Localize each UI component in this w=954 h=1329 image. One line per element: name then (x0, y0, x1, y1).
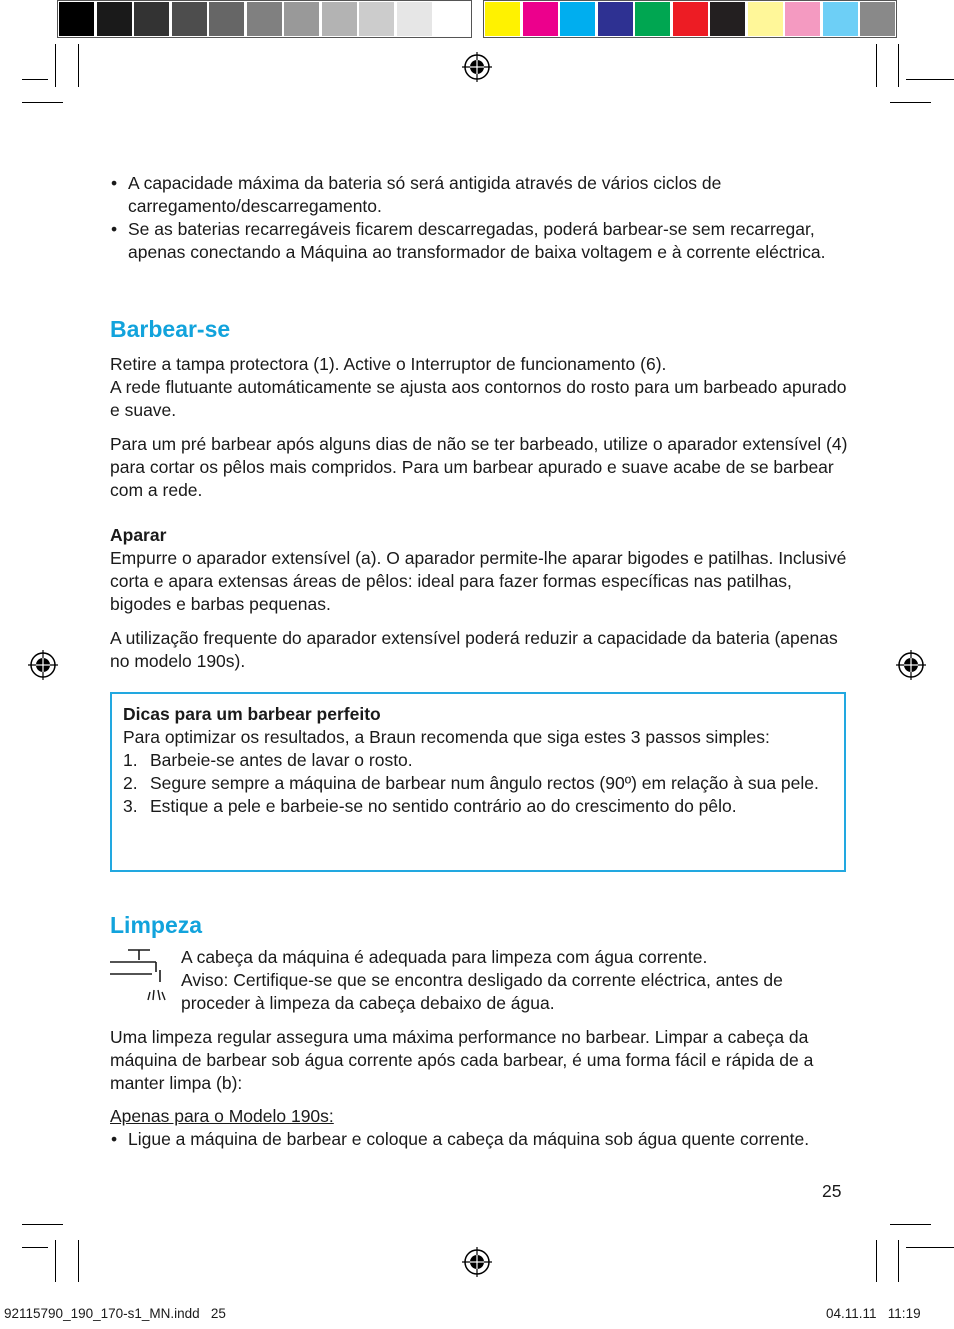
step-text: Barbeie-se antes de lavar o rosto. (150, 750, 413, 770)
list-item (123, 772, 833, 795)
cleaning-bullet-list (110, 1128, 850, 1151)
color-bar-frame (483, 0, 897, 38)
registration-mark-icon (896, 650, 926, 680)
crop-mark (55, 1240, 56, 1282)
shaving-paragraph-2: Para um pré barbear após alguns dias de não se ter barbeado, utilize o aparador extensível (4) para cortar os pêlos mais compridos. Para um barbear apurado e suave acabe de se barbear com a rede. (110, 434, 848, 500)
list-item (123, 795, 833, 818)
crop-mark (890, 1224, 931, 1225)
registration-mark-icon (462, 52, 492, 82)
cleaning-icon-text (181, 946, 841, 1015)
page-number: 25 (822, 1181, 842, 1201)
trim-title: Aparar (110, 525, 167, 545)
intro-bullet-list (110, 172, 850, 264)
section-heading-shaving: Barbear-se (110, 316, 231, 342)
crop-mark (55, 44, 56, 87)
paragraph-line: Aviso: Certifique-se que se encontra desligado da corrente eléctrica, antes de proceder à limpeza da cabeça debaixo de água. (181, 970, 783, 1013)
cleaning-paragraph: Uma limpeza regular assegura uma máxima performance no barbear. Limpar a cabeça da máquina de barbear sob água corrente após cada barbear, é uma forma fácil e rápida de a manter limpa (b): (110, 1027, 814, 1093)
registration-mark-icon (462, 1247, 492, 1277)
shaving-paragraph-3: A utilização frequente do aparador extensível poderá reduzir a capacidade da bateria (apenas no modelo 190s). (110, 628, 838, 671)
tips-intro: Para optimizar os resultados, a Braun recomenda que siga estes 3 passos simples: (123, 727, 770, 747)
crop-mark (906, 1247, 954, 1248)
trim-text: Empurre o aparador extensível (a). O aparador permite-lhe aparar bigodes e patilhas. Inclusivé corta e apara extensas áreas de pêlos: ideal para fazer formas específicas nas patilhas, bigodes e barbas pequenas. (110, 548, 847, 614)
tips-steps (123, 749, 833, 818)
crop-mark (22, 79, 48, 80)
shaving-paragraph-1 (110, 353, 850, 422)
list-item: • Se as baterias recarregáveis ficarem descarregadas, poderá barbear-se sem recarregar, apenas conectando a Máquina ao transformador de baixa voltagem e à corrente eléctrica. (110, 218, 850, 264)
list-item (123, 749, 833, 772)
tips-title: Dicas para um barbear perfeito (123, 704, 381, 724)
crop-mark (876, 44, 877, 87)
list-item: • A capacidade máxima da bateria só será antigida através de vários ciclos de carregamento/descarregamento. (110, 172, 850, 218)
tips-box (110, 692, 846, 872)
date-slug: 04.11.11 11:19 (826, 1306, 921, 1321)
trim-section (110, 524, 850, 616)
crop-mark (78, 44, 79, 87)
section-heading-cleaning: Limpeza (110, 912, 203, 938)
crop-mark (898, 44, 899, 87)
crop-mark (22, 1224, 63, 1225)
step-text: Segure sempre a máquina de barbear num ângulo rectos (90º) em relação à sua pele. (150, 773, 819, 793)
list-item: • Ligue a máquina de barbear e coloque a cabeça da máquina sob água quente corrente. (110, 1128, 850, 1151)
paragraph-line: A cabeça da máquina é adequada para limpeza com água corrente. (181, 947, 708, 967)
registration-mark-icon (28, 650, 58, 680)
step-number: 2. (123, 773, 138, 793)
model-label: Apenas para o Modelo 190s: (110, 1106, 334, 1126)
paragraph-line: Retire a tampa protectora (1). Active o Interruptor de funcionamento (6). (110, 354, 667, 374)
crop-mark (22, 102, 63, 103)
crop-mark (22, 1247, 48, 1248)
step-number: 1. (123, 750, 138, 770)
step-text: Estique a pele e barbeie-se no sentido contrário ao do crescimento do pêlo. (150, 796, 737, 816)
crop-mark (890, 102, 931, 103)
crop-mark (906, 79, 954, 80)
gray-bar-frame (57, 0, 472, 38)
step-number: 3. (123, 796, 138, 816)
file-slug: 92115790_190_170-s1_MN.indd 25 (4, 1306, 226, 1321)
water-tap-icon (108, 948, 166, 1004)
crop-mark (898, 1240, 899, 1282)
paragraph-line: A rede flutuante automáticamente se ajusta aos contornos do rosto para um barbeado apurado e suave. (110, 377, 847, 420)
crop-mark (876, 1240, 877, 1282)
crop-mark (78, 1240, 79, 1282)
